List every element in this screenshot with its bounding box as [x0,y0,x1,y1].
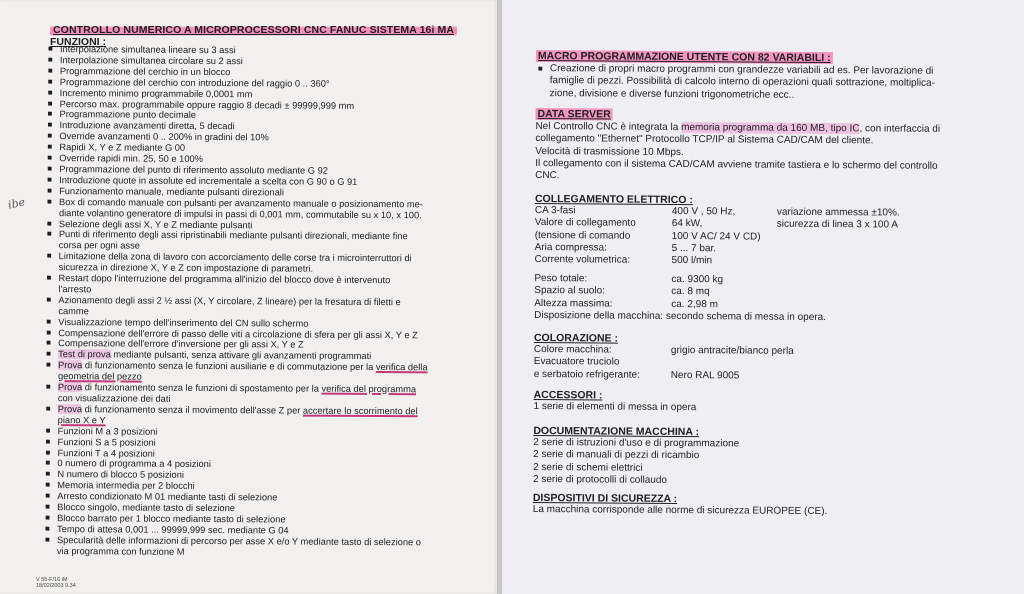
bullet-icon: ■ [45,469,51,479]
documentation-section [533,425,739,487]
function-item-text: Box di comando manuale con pulsanti per avanzamento manuale o posizionamento me- [59,196,423,209]
bullet-icon: ■ [46,360,51,370]
margin-handwritten-note: ibe [6,195,27,212]
bullet-icon: ■ [45,523,50,533]
function-item-text: Programmazione del cerchio in un blocco [59,65,231,77]
bullet-icon: ■ [537,64,543,74]
data-server-line-2: collegamento "Ethernet" Protocollo TCP/IP al Sistema CAD/CAM del cliente. [535,133,874,147]
safety-line: La macchina corrisponde alle norme di sicurezza EUROPEE (CE). [532,504,828,518]
safety-heading: DISPOSITIVI DI SICUREZZA : [532,491,678,505]
function-item-text: Percorso max. programmabile oppure raggio 8 decadi ± 99999,999 mm [59,98,355,111]
dimension-value: ca. 2,98 m [671,298,718,310]
bullet-icon: ■ [45,512,50,522]
electric-label: (tensione di comando [534,229,631,242]
function-item-text: Programmazione punto decimale [59,109,197,121]
function-item-text: Override avanzamenti 0 .. 200% in gradini del 10% [59,131,269,143]
documentation-heading: DOCUMENTAZIONE MACCHINA : [533,424,700,439]
coloring-label: Colore macchina: [533,344,612,356]
title-highlight: CONTROLLO NUMERICO A MICROPROCESSORI CNC FANUC SISTEMA 16i MA [50,24,457,36]
documentation-line: 2 serie di istruzioni d'uso e di programmazione [533,437,740,450]
function-item-text: Prova di funzionamento senza le funzioni ausiliarie e di commutazione per la verifica della [58,360,428,373]
function-item-continuation: via programma con funzione M [56,545,185,557]
dimension-value: ca. 8 mq [671,286,710,298]
function-item-text: Tempo di attesa 0,001 ... 99999,999 sec. mediante G 04 [57,523,289,536]
coloring-label: Evacuatore truciolo [533,356,620,368]
bullet-icon: ■ [45,502,51,512]
bullet-icon: ■ [47,142,53,152]
bullet-icon: ■ [47,185,52,195]
documentation-list [533,437,739,487]
bullet-icon: ■ [46,316,52,326]
footer-doc-code: V 55-F/16 iM [36,577,68,583]
function-item-text: Rapidi X, Y e Z mediante G 00 [59,142,186,153]
function-item-text: Test di prova mediante pulsanti, senza attivare gli avanzamenti programmati [58,349,372,362]
data-server-text [535,121,940,185]
bullet-icon: ■ [45,491,51,501]
electric-label: Aria compressa: [534,241,607,254]
function-item-continuation: geometria del pezzo [57,371,142,382]
macro-line-2: famiglie di pezzi. Possibilità di calcolo interno di operazioni quali sottrazione, moltiplica- [549,75,936,90]
bullet-icon: ■ [47,44,53,54]
coloring-table [534,344,984,384]
coloring-value: Nero RAL 9005 [670,369,740,382]
bullet-icon: ■ [47,196,52,206]
bullet-icon: ■ [46,349,51,359]
electric-value: 500 l/min [671,254,713,267]
function-item-text: Introduzione quote in assolute ed incrementale a scelta con G 90 o G 91 [59,174,358,187]
bullet-icon: ■ [47,174,53,184]
electric-label: CA 3-fasi [534,205,576,217]
data-server-section [535,108,940,185]
electric-value: 400 V , 50 Hz, [671,206,736,218]
bullet-icon: ■ [47,98,53,108]
function-item-text: Funzioni M a 3 posizioni [57,425,158,437]
bullet-icon: ■ [47,153,53,163]
machine-dimensions-table [534,273,984,313]
electric-extra: variazione ammessa ±10%. [776,206,900,219]
function-item-text: Programmazione del punto di riferimento assoluto mediante G 92 [59,164,328,176]
memory-highlight: memoria programma da 160 MB, tipo IC [681,122,860,135]
function-item-text: Arresto condizionato M 01 mediante tasti di selezione [57,491,278,503]
footer-doc-date: 18/02/2003 9.34 [36,583,76,589]
bullet-icon: ■ [45,436,51,446]
documentation-line: 2 serie di schemi elettrici [533,461,643,474]
function-item-text: N numero di blocco 5 posizioni [57,469,185,481]
electric-table [534,205,984,269]
left-document-page [0,0,497,594]
functions-list [45,44,473,559]
electric-label: Valore di collegamento [534,217,636,230]
bullet-icon: ■ [47,76,53,86]
macro-heading: MACRO PROGRAMMAZIONE UTENTE CON 82 VARIABILI : [537,50,831,65]
function-item-text: Introduzione avanzamenti diretta, 5 decadi [59,120,235,132]
accessories-line: 1 serie di elementi di messa in opera [533,401,697,414]
bullet-icon: ■ [46,338,52,348]
coloring-label: e serbatoio refrigerante: [533,368,640,381]
accessories-heading: ACCESSORI : [533,388,603,402]
left-page-title [50,24,457,36]
function-item-text: Prova di funzionamento senza il movimento dell'asse Z per accertare lo scorrimento del [57,403,418,417]
bullet-icon: ■ [45,447,51,457]
disposition-text: Disposizione della macchina: secondo schema di messa in opera. [534,309,827,323]
function-item-text: Compensazione dell'errore d'inversione per gli assi X, Y e Z [58,338,304,351]
bullet-icon: ■ [47,163,53,173]
function-item-text: Funzionamento manuale, mediante pulsanti direzionali [59,185,284,198]
function-item-text: Blocco barrato per 1 blocco mediante tasto di selezione [57,513,286,525]
bullet-icon: ■ [46,327,52,337]
safety-section [533,492,828,518]
data-server-line-4: Il collegamento con il sistema CAD/CAM avviene tramite tastiera e lo schermo del controllo [535,157,938,172]
function-item-text: Funzioni T a 4 posizioni [57,447,155,459]
accessories-section [533,389,696,415]
bullet-icon: ■ [47,109,53,119]
bullet-icon: ■ [46,218,52,228]
macro-section [536,50,936,103]
macro-line-3: zione, divisione e diverse funzioni trigonometriche ecc.. [549,87,795,101]
data-server-heading: DATA SERVER [537,108,611,121]
coloring-value: grigio antracite/bianco perla [670,345,794,358]
function-item-text: Punti di riferimento degli assi ripristinabili mediante pulsanti direzionali, mediante fine [58,229,408,242]
bullet-icon: ■ [46,251,52,261]
function-item-continuation: con visualizzazione dei dati [57,393,171,404]
bullet-icon: ■ [47,131,53,141]
electric-label: Corrente volumetrica: [534,253,631,266]
function-item-text: Interpolazione simultanea lineare su 3 assi [59,44,236,56]
coloring-heading: COLORAZIONE : [533,331,619,345]
function-item-text: Memoria intermedia per 2 blocchi [57,480,195,492]
function-item-text: Blocco singolo, mediante tasto di selezione [57,502,235,514]
bullet-icon: ■ [45,458,51,468]
function-item-text: Compensazione dell'errore di passo delle viti a circolazione di sfera per gli assi X, Y e Z [58,327,418,340]
function-item-text: Programmazione del cerchio con introduzione del raggio 0 .. 360° [59,76,330,89]
documentation-line: 2 serie di protocolli di collaudo [532,473,668,486]
dimension-value: ca. 9300 kg [671,274,724,286]
bullet-icon: ■ [46,294,52,304]
function-item-text: Prova di funzionamento senza le funzioni di spostamento per la verifica del programma [57,382,417,395]
function-item-text: Limitazione della zona di lavoro con accorciamento delle corse tra i microinterruttori di [58,251,412,264]
dimension-label: Altezza massima: [534,297,613,310]
bullet-icon: ■ [45,382,51,392]
data-server-line-5: CNC. [535,170,560,182]
function-item-text: Restart dopo l'interruzione del programma all'inizio del blocco dove è intervenuto [58,273,391,286]
electric-heading: COLLEGAMENTO ELETTRICO : [534,192,693,207]
bullet-icon: ■ [45,403,51,413]
function-item-continuation: piano X e Y [57,414,106,426]
electric-section [534,193,985,325]
documentation-line: 2 serie di manuali di pezzi di ricambio [533,449,700,462]
function-item-text: Override rapidi min. 25, 50 e 100% [59,153,204,165]
bullet-icon: ■ [45,480,51,490]
bullet-icon: ■ [46,229,52,239]
macro-line-1: Creazione di propri macro programmi con grandezze variabili ad es. Per lavorazione di [549,63,934,77]
bullet-icon: ■ [47,87,53,97]
data-server-line-1: Nel Controllo CNC è integrata la memoria programma da 160 MB, tipo IC, con interfaccia di [535,121,941,136]
function-item-text: Specularità delle informazioni di percorso per asse X e/o Y mediante tasto di selezione o [56,534,421,548]
left-page-footer [36,577,76,589]
macro-text [536,63,935,102]
electric-extra: sicurezza di linea 3 x 100 A [776,219,899,231]
function-item-text: Azionamento degli assi 2 ½ assi (X, Y circolare, Z lineare) per la fresatura di filetti e [58,294,401,308]
bullet-icon: ■ [46,273,52,283]
dimension-label: Spazio al suolo: [534,285,605,297]
function-item-text: Funzioni S a 5 posizioni [57,436,156,448]
dimension-label: Peso totale: [534,273,588,285]
data-server-line-3: Velocità di trasmissione 10 Mbps. [535,145,684,158]
function-item-text: 0 numero di programma a 4 posizioni [57,458,211,470]
function-item-text: Incremento minimo programmabile 0,0001 mm [59,87,253,99]
electric-value: 5 ... 7 bar. [671,242,717,255]
coloring-section [534,332,984,384]
bullet-icon: ■ [47,54,53,64]
bullet-icon: ■ [45,425,51,435]
function-item-continuation: diante volantino generatore di impulsi in passi di 0,001 mm, commutabile su x 10, x 100. [58,207,422,220]
bullet-icon: ■ [44,534,50,544]
function-item-continuation: l'arresto [58,284,92,295]
function-item-continuation: sicurezza in direzione X, Y e Z con impostazione di parametri. [58,262,314,274]
function-item-continuation: corsa per ogni asse [58,240,140,251]
function-item-text: Selezione degli assi X, Y e Z mediante pulsanti [58,218,253,230]
function-item-text: Visualizzazione tempo dell'inserimento del CN sullo schermo [58,316,309,329]
electric-value: 64 kW, [671,218,703,230]
electric-value: 100 V AC/ 24 V CD) [671,230,761,243]
functions-heading: FUNZIONI : [50,36,106,48]
function-item-continuation: camme [58,305,89,317]
bullet-icon: ■ [47,65,53,75]
bullet-icon: ■ [47,120,53,130]
function-item-text: Interpolazione simultanea circolare su 2 assi [59,54,243,67]
